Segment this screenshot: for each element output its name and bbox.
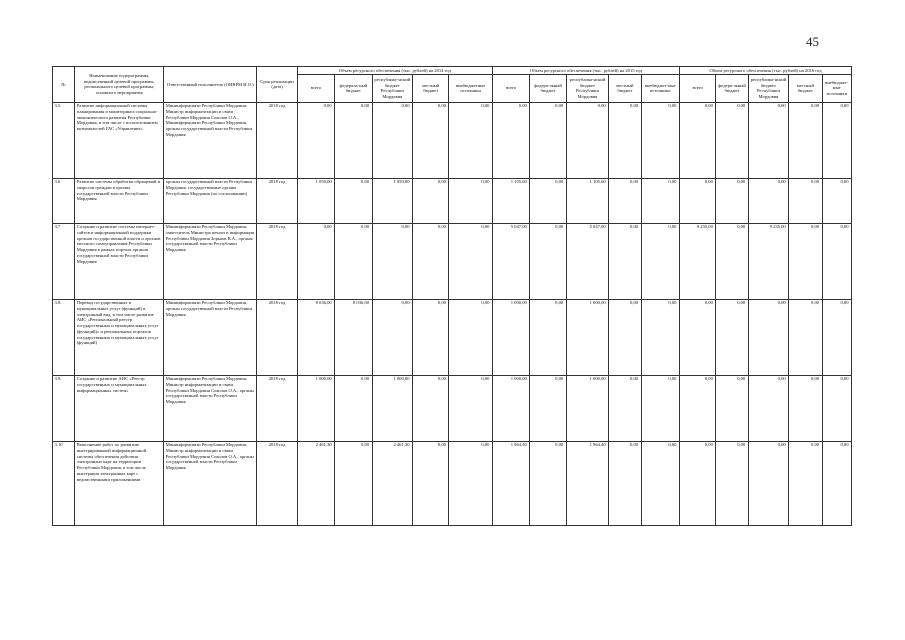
row-executor: органы государственной власти Республики Мордовия, государственные органы Республики Мордовия (по согласованию): [164, 178, 257, 223]
cell-2015-federal: 0,00: [530, 441, 566, 525]
cell-2015-federal: 0,00: [530, 375, 566, 441]
row-executor: Мининформсвязи Республики Мордовия, органы государственной власти Республики Мордовия: [164, 299, 257, 375]
cell-2014-offbudget: 0,00: [449, 299, 492, 375]
row-num: 3.6: [53, 178, 75, 223]
row-num: 3.7: [53, 223, 75, 299]
cell-2016-total: 9 235,00: [679, 223, 715, 299]
header-2015-federal: федера-льный бюджет: [530, 74, 566, 102]
row-executor: Мининформсвязи Республики Мордовия, Министр информатизации и связи Республики Мордовия Соколов О.А., органы государственной власти Республики Мордовия: [164, 375, 257, 441]
header-group-2015: Объем ресурсного обеспечения (тыс. рублей) на 2015 год: [492, 67, 679, 75]
cell-2015-republic: 1 105,60: [566, 178, 608, 223]
cell-2014-republic: 0,00: [372, 299, 412, 375]
cell-2014-republic: 1 000,00: [372, 375, 412, 441]
header-2014-local: местный бюджет: [413, 74, 449, 102]
header-2015-local: местный бюджет: [609, 74, 641, 102]
cell-2016-local: 0,00: [789, 223, 822, 299]
cell-2016-local: 0,00: [789, 375, 822, 441]
cell-2014-federal: 0,00: [335, 102, 372, 178]
cell-2014-local: 0,00: [413, 299, 449, 375]
header-num: №: [53, 67, 75, 103]
cell-2016-federal: 0,00: [716, 441, 748, 525]
row-term: 2018 год: [257, 223, 297, 299]
header-2015-total: всего: [492, 74, 529, 102]
cell-2016-republic: 0,00: [748, 441, 788, 525]
cell-2014-federal: 8 036,00: [335, 299, 372, 375]
header-2016-republic: республика-нский бюджет Республики Мордовия: [748, 74, 788, 102]
cell-2015-local: 0,00: [609, 441, 641, 525]
cell-2014-local: 0,00: [413, 441, 449, 525]
page-number: 45: [806, 34, 819, 49]
table-row: [53, 299, 852, 375]
cell-2016-offbudget: 0,00: [822, 178, 851, 223]
cell-2015-offbudget: 0,00: [641, 375, 679, 441]
header-2015-offbudget: внебюджет-ные источники: [641, 74, 679, 102]
row-num: 3.10: [53, 441, 75, 525]
cell-2015-federal: 0,00: [530, 178, 566, 223]
header-2015-republic: республика-нский бюджет Республики Мордовия: [566, 74, 608, 102]
cell-2015-offbudget: 0,00: [641, 223, 679, 299]
cell-2016-local: 0,00: [789, 441, 822, 525]
cell-2016-federal: 0,00: [716, 299, 748, 375]
header-2016-federal: федера-льный бюджет: [716, 74, 748, 102]
row-executor: Мининформсвязи Республики Мордовия, заместитель Министра печати и информации Республики Мордовия Зорьков В.А., органы государственной власти Республики Мордовия: [164, 223, 257, 299]
row-name: Создание и развитие системы интернет-сайтов и информационной поддержки органов государственной власти и органов местного самоуправления Республики Мордовия в рамках портала органов государственной власти Республики Мордовия: [75, 223, 164, 299]
cell-2016-federal: 0,00: [716, 178, 748, 223]
cell-2015-republic: 1 000,00: [566, 299, 608, 375]
row-name: Перевод государственных и муниципальных услуг (функций) в электронный вид, в том числе развитие АИС «Региональный реестр государственных и муниципальных услуг (функций)» и региональных порталов государственных и муниципальных услуг (функций): [75, 299, 164, 375]
cell-2014-local: 0,00: [413, 375, 449, 441]
header-group-2014: Объем ресурсного обеспечения (тыс. рублей) на 2014 год: [297, 67, 492, 75]
cell-2015-total: 1 000,00: [492, 375, 529, 441]
row-term: 2018 год: [257, 441, 297, 525]
budget-table: [52, 66, 852, 526]
cell-2016-total: 0,00: [679, 441, 715, 525]
cell-2014-republic: 1 050,00: [372, 178, 412, 223]
cell-2016-republic: 0,00: [748, 299, 788, 375]
cell-2014-republic: 0,00: [372, 223, 412, 299]
row-name: Выполнение работ по развитию интегрированной информационной системы обеспечения действия электронных карт на территории Республики Мордовия, в том числе интеграция электронных карт с ведомственными приложениями: [75, 441, 164, 525]
cell-2014-republic: 0,00: [372, 102, 412, 178]
header-2014-offbudget: внебюджетные источники: [449, 74, 492, 102]
cell-2016-offbudget: 0,00: [822, 375, 851, 441]
row-term: 2018 год: [257, 102, 297, 178]
cell-2014-offbudget: 0,00: [449, 441, 492, 525]
row-term: 2018 год: [257, 178, 297, 223]
cell-2015-federal: 0,00: [530, 223, 566, 299]
row-executor: Мининформсвязи Республики Мордовия, Министр информатизации и связи Республики Мордовия Соколов О.А., органы государственной власти Республики Мордовия: [164, 441, 257, 525]
cell-2015-local: 0,00: [609, 375, 641, 441]
cell-2015-local: 0,00: [609, 223, 641, 299]
cell-2015-offbudget: 0,00: [641, 178, 679, 223]
cell-2015-offbudget: 0,00: [641, 102, 679, 178]
cell-2015-total: 0,00: [492, 102, 529, 178]
cell-2014-total: 1 050,00: [297, 178, 334, 223]
table-row: [53, 375, 852, 441]
row-name: Создание и развитие АИС «Реестр государственных и муниципальных информационных систем»: [75, 375, 164, 441]
header-2016-total: всего: [679, 74, 715, 102]
cell-2016-total: 0,00: [679, 102, 715, 178]
cell-2016-federal: 0,00: [716, 223, 748, 299]
row-num: 3.8.: [53, 299, 75, 375]
cell-2016-federal: 0,00: [716, 102, 748, 178]
cell-2015-total: 1 964,40: [492, 441, 529, 525]
cell-2015-offbudget: 0,00: [641, 441, 679, 525]
cell-2016-offbudget: 0,00: [822, 441, 851, 525]
cell-2016-republic: 0,00: [748, 102, 788, 178]
row-term: 2018 год: [257, 375, 297, 441]
row-num: 3.9.: [53, 375, 75, 441]
cell-2014-total: 0,00: [297, 223, 334, 299]
cell-2016-local: 0,00: [789, 299, 822, 375]
row-name: Развитие системы обработки обращений и запросов граждан в органы государственной власти Республики Мордовия: [75, 178, 164, 223]
table-row: [53, 441, 852, 525]
cell-2015-total: 1 000,00: [492, 299, 529, 375]
cell-2015-republic: 1 964,40: [566, 441, 608, 525]
cell-2015-federal: 0,00: [530, 102, 566, 178]
cell-2016-republic: 9 235,00: [748, 223, 788, 299]
row-executor: Мининформсвязи Республики Мордовия, Министр информатизации и связи Республики Мордовия Соколов О.А., Мининформсвязи Республики Мордовия, органы государственной власти Республики Мордовия: [164, 102, 257, 178]
cell-2014-republic: 2 461,30: [372, 441, 412, 525]
cell-2014-offbudget: 0,00: [449, 102, 492, 178]
cell-2014-local: 0,00: [413, 102, 449, 178]
cell-2014-offbudget: 0,00: [449, 223, 492, 299]
header-2016-offbudget: внебюджет-ные источники: [822, 74, 851, 102]
cell-2016-total: 0,00: [679, 375, 715, 441]
header-2014-total: всего: [297, 74, 334, 102]
header-executor: Ответственный исполнитель (ОИВРМ И.О.): [164, 67, 257, 103]
cell-2014-total: 8 036,00: [297, 299, 334, 375]
table-row: [53, 223, 852, 299]
cell-2015-local: 0,00: [609, 299, 641, 375]
header-term: Срок реализации (дата): [257, 67, 297, 103]
cell-2015-total: 1 105,60: [492, 178, 529, 223]
row-num: 3.5.: [53, 102, 75, 178]
cell-2014-total: 2 461,30: [297, 441, 334, 525]
cell-2014-total: 0,00: [297, 102, 334, 178]
header-group-2016: Объем ресурсного обеспечения (тыс. рублей) на 2016 год: [679, 67, 851, 75]
cell-2014-offbudget: 0,00: [449, 375, 492, 441]
cell-2014-federal: 0,00: [335, 375, 372, 441]
cell-2014-local: 0,00: [413, 223, 449, 299]
header-name: Наименование подпрограммы, ведомственной целевой программы, регионального целевой программы, основного мероприятия: [75, 67, 164, 103]
cell-2015-republic: 5 047,00: [566, 223, 608, 299]
cell-2016-local: 0,00: [789, 102, 822, 178]
row-term: 2018 год: [257, 299, 297, 375]
header-2016-local: местный бюджет: [789, 74, 822, 102]
cell-2016-federal: 0,00: [716, 375, 748, 441]
cell-2016-republic: 0,00: [748, 178, 788, 223]
cell-2016-offbudget: 0,00: [822, 223, 851, 299]
cell-2015-total: 5 047,00: [492, 223, 529, 299]
cell-2016-offbudget: 0,00: [822, 102, 851, 178]
cell-2014-federal: 0,00: [335, 223, 372, 299]
cell-2015-republic: 1 000,00: [566, 375, 608, 441]
cell-2016-offbudget: 0,00: [822, 299, 851, 375]
cell-2014-federal: 0,00: [335, 441, 372, 525]
row-name: Развитие информационной системы планирования и мониторинга социально-экономического развития Республики Мордовия, в том числе с использованием возможностей ГАС «Управление»: [75, 102, 164, 178]
cell-2015-republic: 0,00: [566, 102, 608, 178]
cell-2014-offbudget: 0,00: [449, 178, 492, 223]
cell-2014-federal: 0,00: [335, 178, 372, 223]
cell-2015-federal: 0,00: [530, 299, 566, 375]
cell-2015-local: 0,00: [609, 178, 641, 223]
cell-2015-local: 0,00: [609, 102, 641, 178]
cell-2016-republic: 0,00: [748, 375, 788, 441]
cell-2016-total: 0,00: [679, 299, 715, 375]
cell-2015-offbudget: 0,00: [641, 299, 679, 375]
cell-2016-total: 0,00: [679, 178, 715, 223]
header-2014-federal: федераль-ный бюджет: [335, 74, 372, 102]
cell-2016-local: 0,00: [789, 178, 822, 223]
cell-2014-total: 1 000,00: [297, 375, 334, 441]
header-2014-republic: республику-нский бюджет Республики Мордовия: [372, 74, 412, 102]
cell-2014-local: 0,00: [413, 178, 449, 223]
table-row: [53, 178, 852, 223]
table-row: [53, 102, 852, 178]
